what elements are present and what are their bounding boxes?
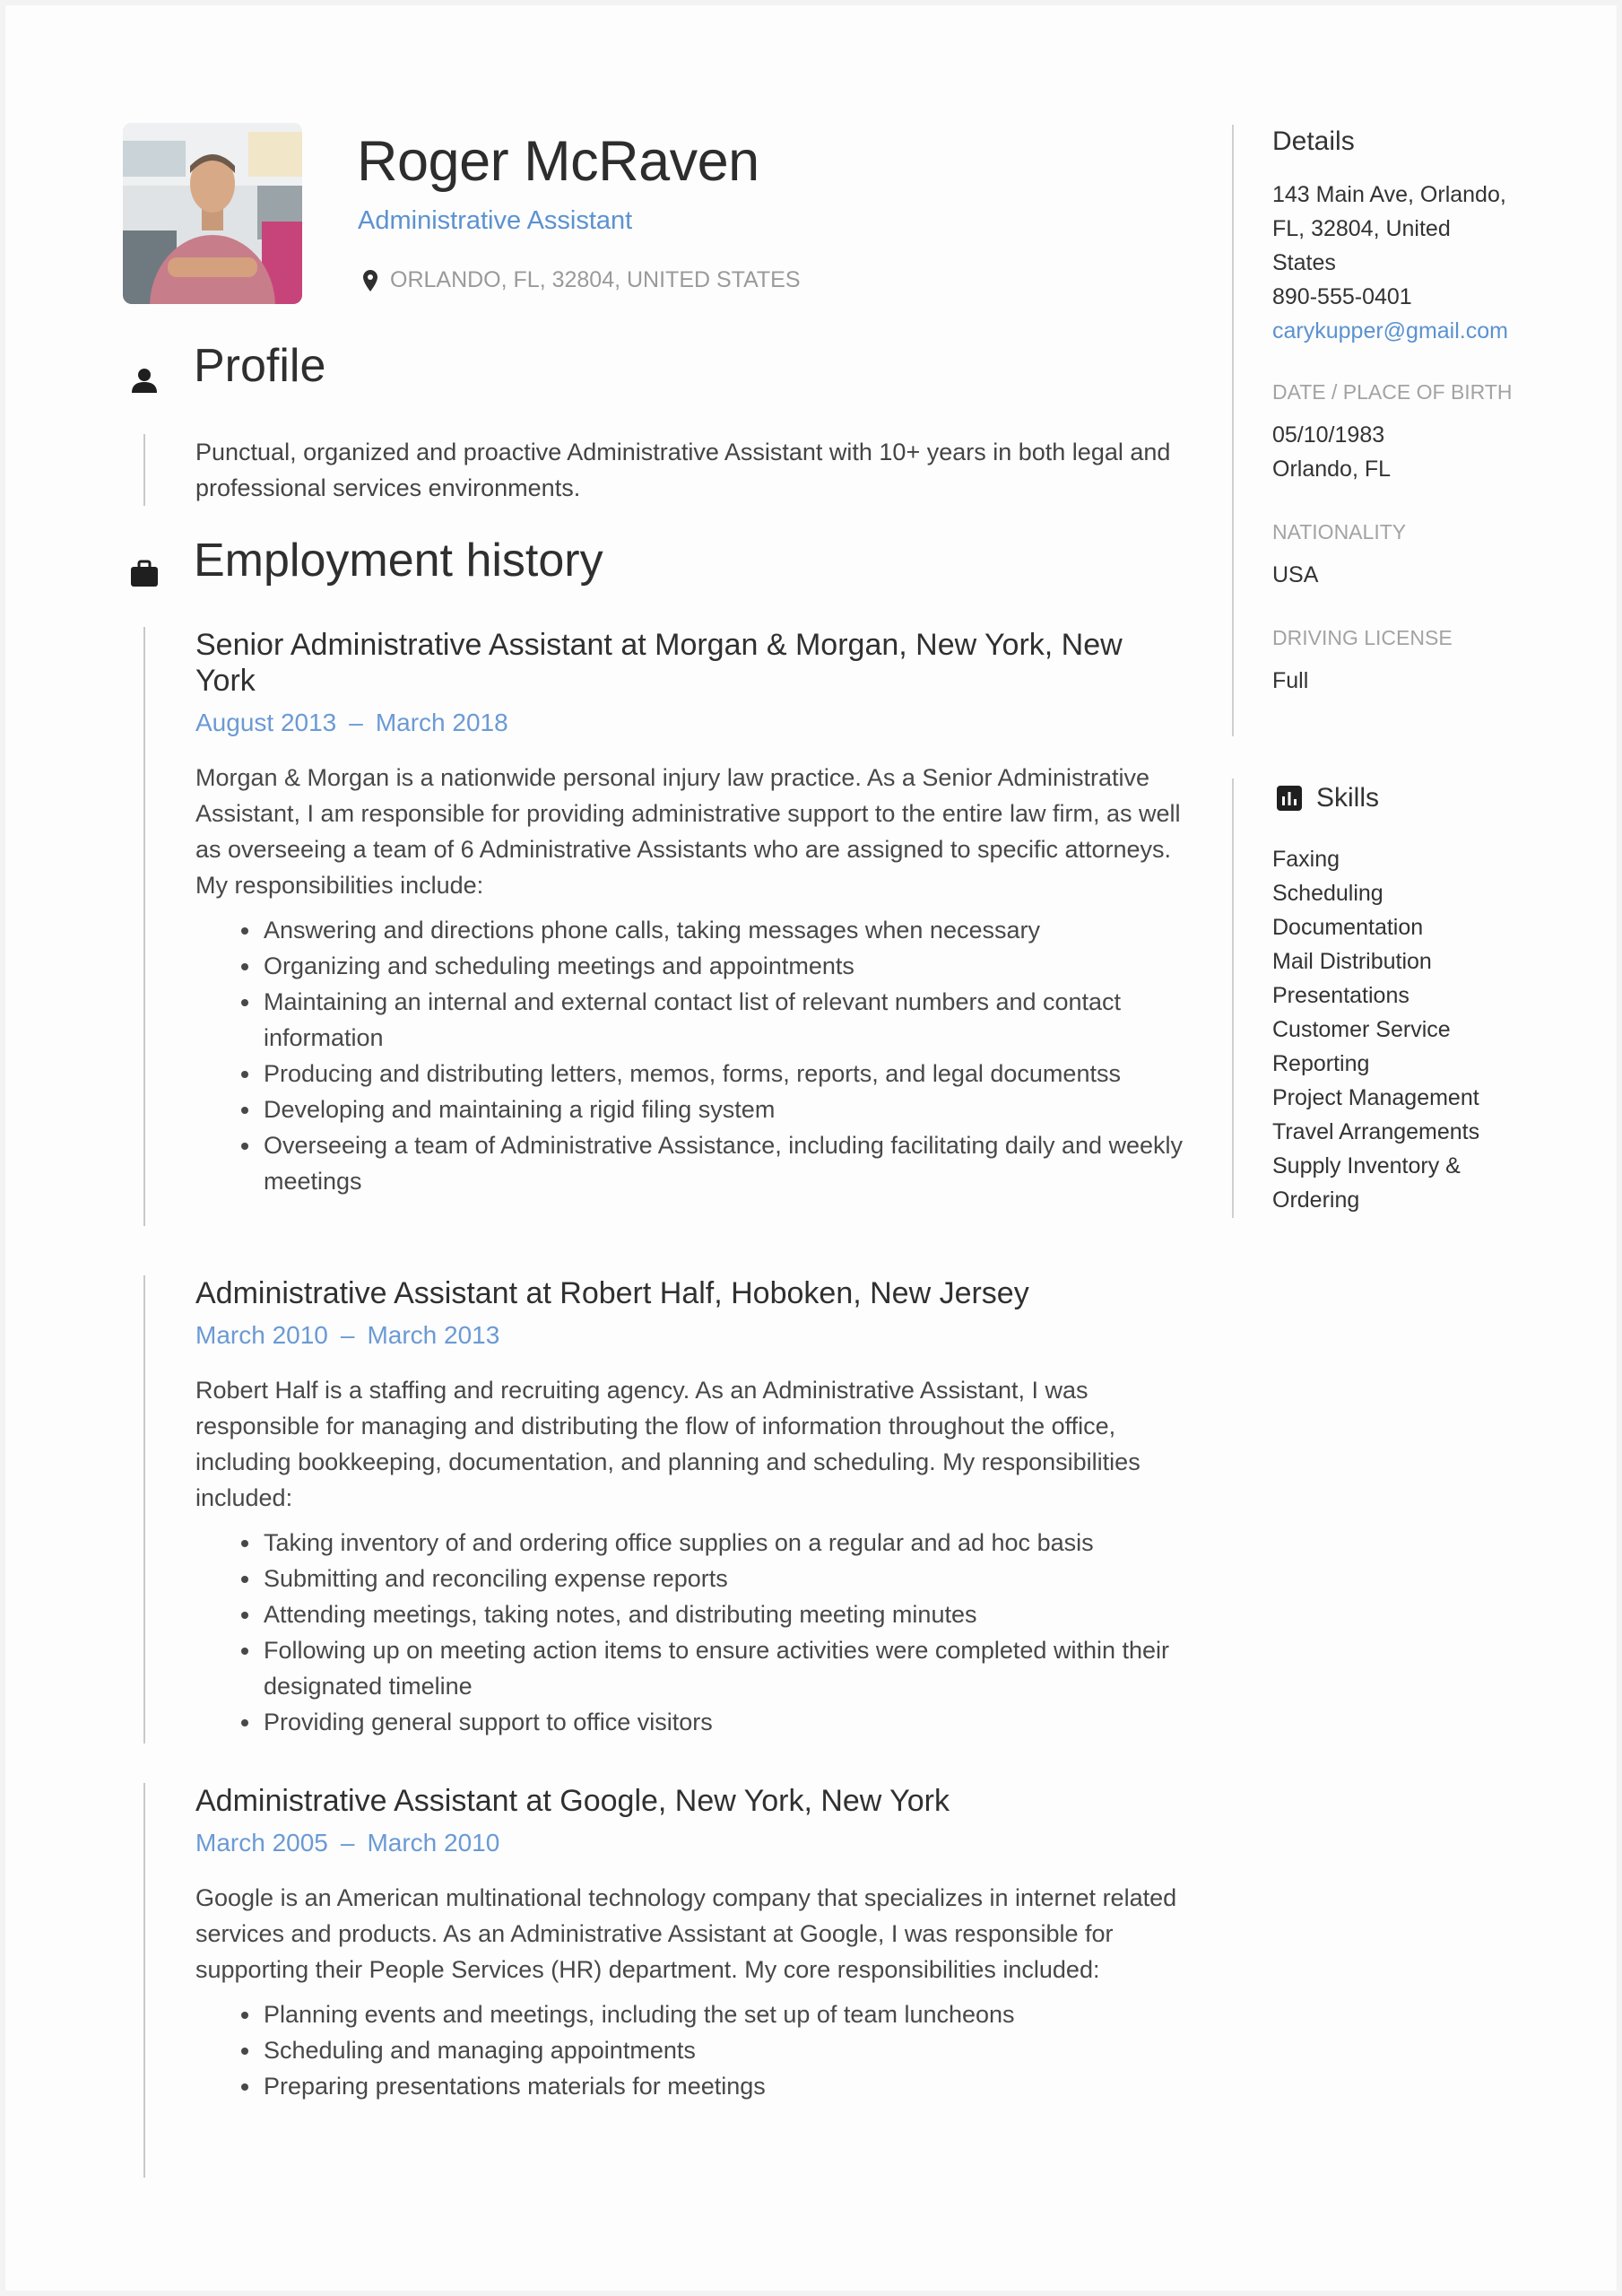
skill-item: Project Management	[1272, 1085, 1479, 1110]
list-item: • Following up on meeting action items to ensure activities were completed within their designated timeline	[262, 1632, 1186, 1704]
profile-section-heading	[129, 340, 326, 396]
list-item: • Planning events and meetings, including the set up of team luncheons	[262, 1996, 1186, 2032]
job-description: Robert Half is a staffing and recruiting agency. As an Administrative Assistant, I was responsible for managing and distributing the flow of information throughout the office, including bookkeeping, documentation, and planning and scheduling. My responsibilities included:	[195, 1377, 1141, 1511]
job-dates: March 2010 – March 2013	[195, 1321, 500, 1349]
job-responsibilities	[195, 1996, 1186, 2104]
skills-list	[1272, 842, 1479, 1217]
list-item: • Overseeing a team of Administrative Assistance, including facilitating daily and weekly meetings	[262, 1127, 1186, 1199]
skill-item: Faxing	[1272, 847, 1340, 872]
profile-title: Profile	[194, 340, 326, 392]
license-label: DRIVING LICENSE	[1272, 626, 1453, 649]
job-heading: Senior Administrative Assistant at Morgan & Morgan, New York, New York	[195, 628, 1123, 698]
employment-section-heading	[129, 535, 603, 589]
list-item: • Answering and directions phone calls, taking messages when necessary	[262, 912, 1186, 948]
skills-heading	[1277, 778, 1379, 818]
skills-divider	[1232, 778, 1234, 1218]
resume-page	[5, 5, 1617, 2291]
job-description: Google is an American multinational technology company that specializes in internet related services and products. As an Administrative Assistant at Google, I was responsible for supporting their People Services (HR) department. My core responsibilities included:	[195, 1884, 1177, 1983]
skills-title: Skills	[1316, 783, 1380, 813]
details-panel	[1272, 122, 1577, 698]
details-title: Details	[1272, 126, 1355, 156]
job-entry	[143, 627, 1186, 1226]
briefcase-icon	[129, 559, 160, 589]
job-start-date: March 2010	[195, 1321, 328, 1349]
candidate-location	[363, 267, 801, 293]
job-entry	[143, 1783, 1186, 2178]
skill-item: Scheduling	[1272, 881, 1383, 906]
skill-item: Ordering	[1272, 1187, 1360, 1213]
phone-number: 890-555-0401	[1272, 284, 1412, 309]
job-description: Morgan & Morgan is a nationwide personal injury law practice. As a Senior Administrative Assistant, I am responsible for providing administrative support to the entire law firm, as well as overseeing a team of 6 Administrative Assistants who are assigned to specific attorneys. My responsibilities include:	[195, 764, 1181, 899]
skill-item: Mail Distribution	[1272, 949, 1432, 974]
skill-item: Reporting	[1272, 1051, 1370, 1076]
profile-summary: Punctual, organized and proactive Administrative Assistant with 10+ years in both legal and professional services environments.	[195, 439, 1171, 501]
skill-item: Presentations	[1272, 983, 1409, 1008]
list-item: • Submitting and reconciling expense reports	[262, 1561, 1186, 1596]
job-dates: March 2005 – March 2010	[195, 1829, 500, 1857]
job-start-date: August 2013	[195, 709, 337, 736]
person-icon	[129, 366, 160, 396]
list-item: • Taking inventory of and ordering office supplies on a regular and ad hoc basis	[262, 1525, 1186, 1561]
job-responsibilities	[195, 1525, 1186, 1740]
license-value: Full	[1272, 668, 1309, 693]
job-heading: Administrative Assistant at Robert Half, Hoboken, New Jersey	[195, 1276, 1029, 1310]
list-item: • Producing and distributing letters, memos, forms, reports, and legal documentss	[262, 1056, 1186, 1091]
job-start-date: March 2005	[195, 1829, 328, 1857]
job-responsibilities	[195, 912, 1186, 1199]
email-link[interactable]: carykupper@gmail.com	[1272, 318, 1508, 344]
list-item: • Providing general support to office visitors	[262, 1704, 1186, 1740]
list-item: • Developing and maintaining a rigid filing system	[262, 1091, 1186, 1127]
nationality-label: NATIONALITY	[1272, 520, 1407, 544]
skill-item: Documentation	[1272, 915, 1424, 940]
skill-item: Customer Service	[1272, 1017, 1451, 1042]
profile-block	[143, 434, 1186, 506]
list-item: • Organizing and scheduling meetings and appointments	[262, 948, 1186, 984]
birth-label: DATE / PLACE OF BIRTH	[1272, 380, 1513, 404]
map-pin-icon	[363, 270, 377, 291]
job-end-date: March 2010	[367, 1829, 500, 1857]
job-end-date: March 2018	[375, 709, 508, 736]
address-line: FL, 32804, United	[1272, 216, 1451, 241]
skill-item: Supply Inventory &	[1272, 1153, 1461, 1178]
birth-date: 05/10/1983	[1272, 422, 1385, 448]
candidate-name: Roger McRaven	[357, 130, 759, 193]
list-item: • Preparing presentations materials for meetings	[262, 2068, 1186, 2104]
job-dates: August 2013 – March 2018	[195, 709, 508, 736]
employment-title: Employment history	[194, 535, 603, 587]
job-heading: Administrative Assistant at Google, New York, New York	[195, 1784, 950, 1818]
job-end-date: March 2013	[367, 1321, 500, 1349]
job-entry	[143, 1275, 1186, 1744]
list-item: • Maintaining an internal and external contact list of relevant numbers and contact information	[262, 984, 1186, 1056]
birth-place: Orlando, FL	[1272, 457, 1392, 482]
location-text: ORLANDO, FL, 32804, UNITED STATES	[390, 267, 801, 292]
candidate-job-title: Administrative Assistant	[358, 206, 633, 235]
profile-photo	[123, 123, 302, 304]
address-line: 143 Main Ave, Orlando,	[1272, 182, 1506, 207]
bar-chart-icon	[1277, 786, 1302, 811]
sidebar-divider	[1232, 125, 1234, 736]
skill-item: Travel Arrangements	[1272, 1119, 1480, 1144]
list-item: • Scheduling and managing appointments	[262, 2032, 1186, 2068]
address-line: States	[1272, 250, 1336, 275]
nationality-value: USA	[1272, 562, 1319, 587]
list-item: • Attending meetings, taking notes, and distributing meeting minutes	[262, 1596, 1186, 1632]
